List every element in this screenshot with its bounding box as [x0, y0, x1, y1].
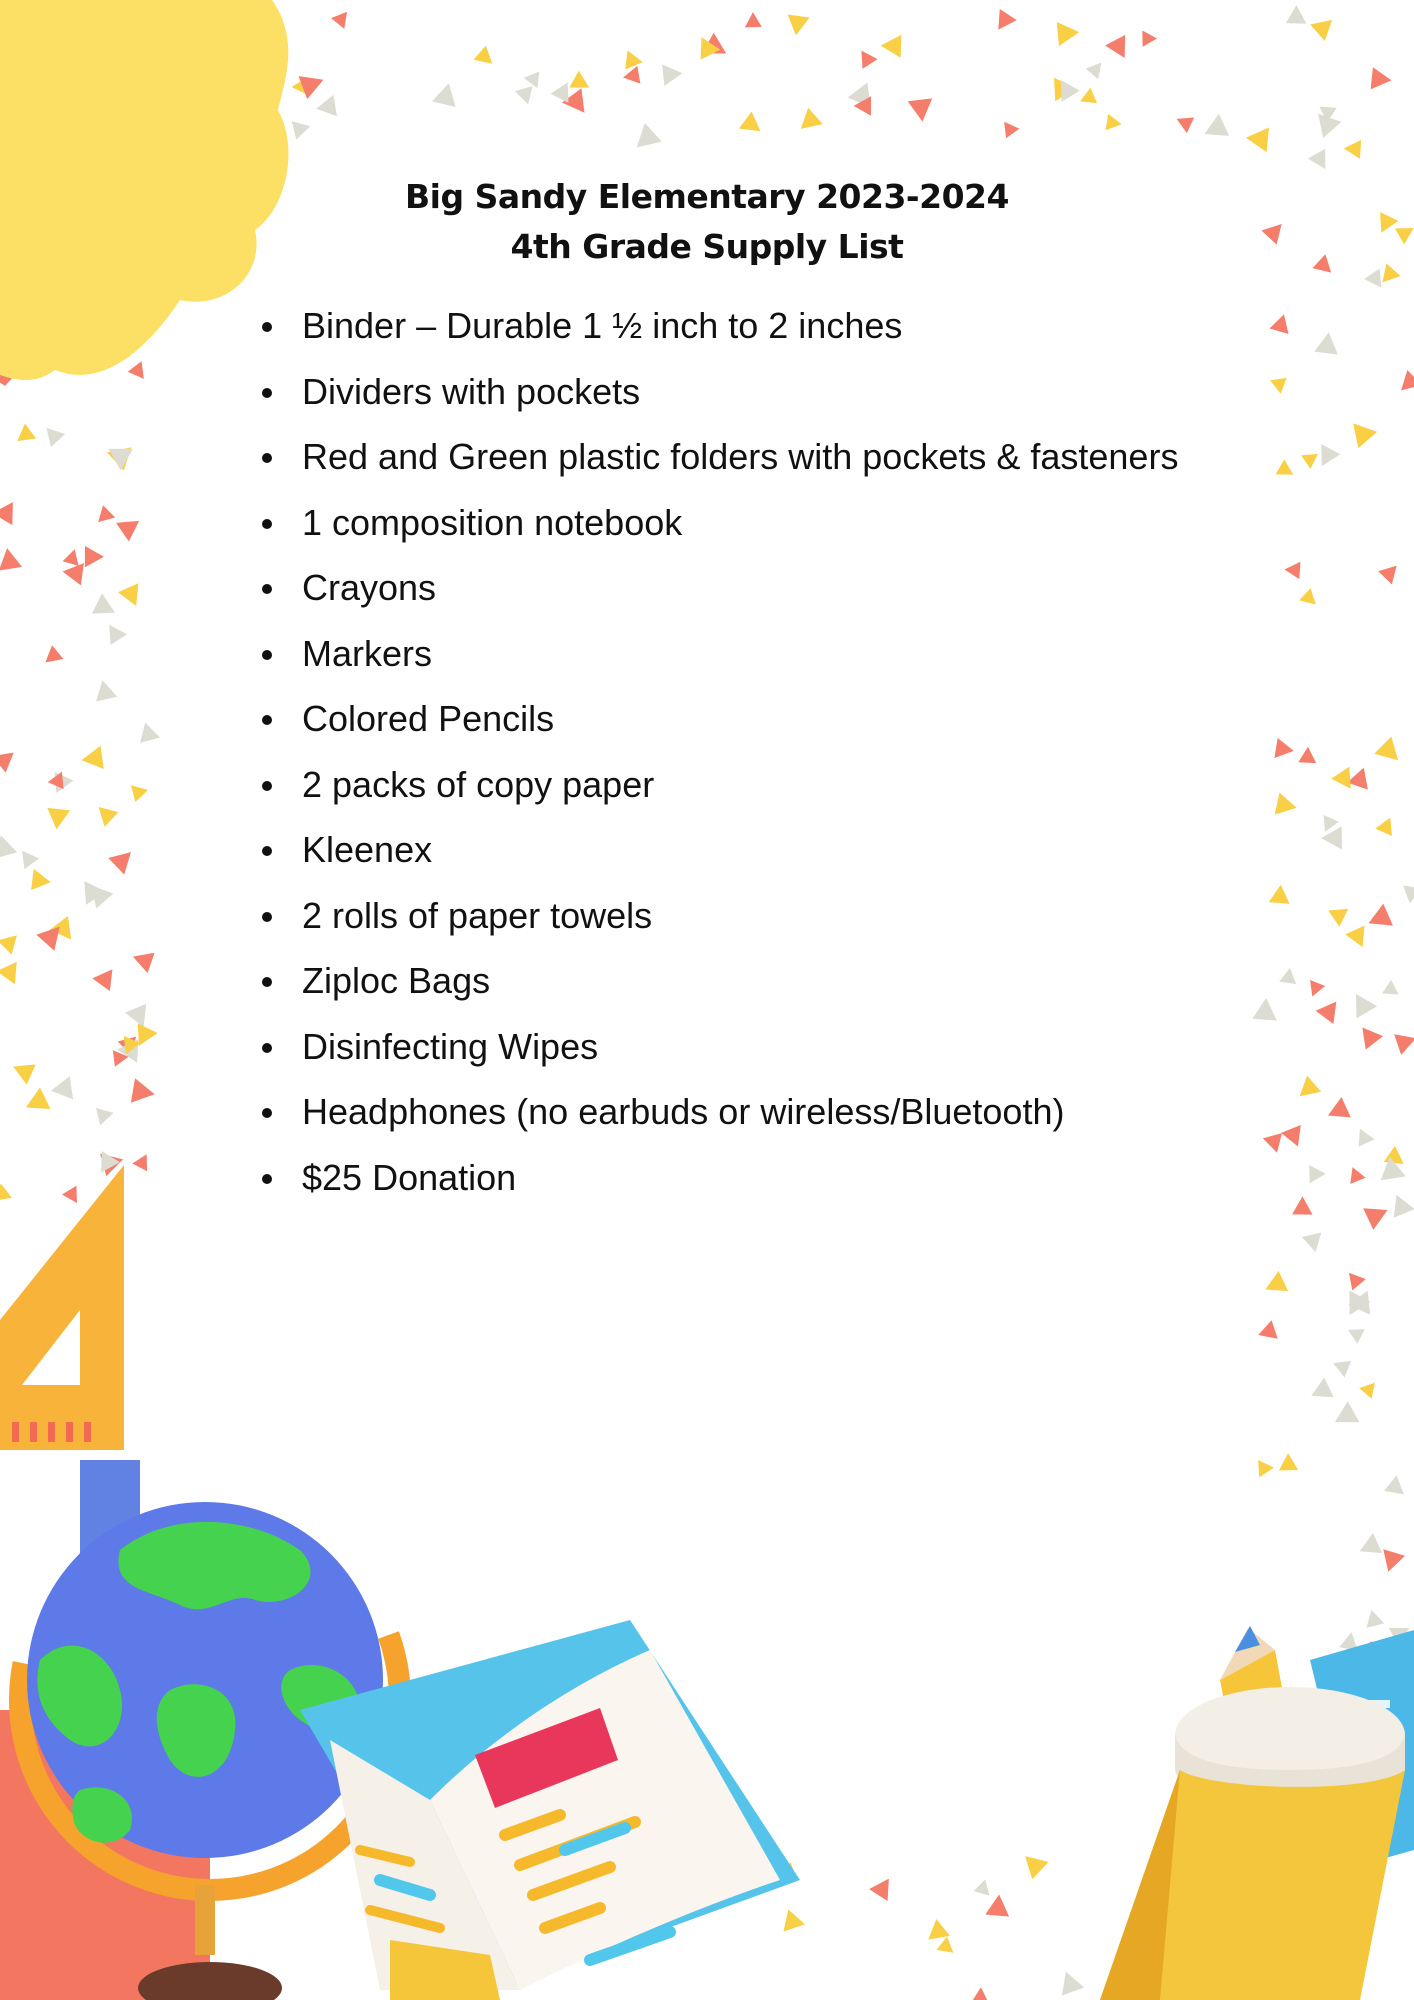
confetti-triangle	[1330, 1355, 1351, 1378]
bullet-icon	[262, 1043, 272, 1053]
confetti-triangle	[974, 1877, 993, 1895]
confetti-triangle	[869, 1873, 898, 1901]
supply-item-label: 2 rolls of paper towels	[302, 894, 653, 936]
confetti-triangle	[298, 68, 327, 99]
confetti-triangle	[854, 46, 878, 69]
confetti-triangle	[1345, 1164, 1366, 1184]
supply-item	[262, 558, 1178, 624]
confetti-triangle	[1323, 1097, 1350, 1126]
document-subtitle: 4th Grade Supply List	[510, 227, 904, 266]
supply-item	[262, 755, 1178, 821]
confetti-triangle	[1281, 1125, 1308, 1150]
confetti-triangle	[132, 1150, 154, 1171]
bullet-icon	[262, 715, 272, 725]
confetti-triangle	[92, 593, 120, 622]
confetti-triangle	[0, 744, 20, 772]
confetti-triangle	[1312, 444, 1340, 471]
confetti-triangle	[1346, 988, 1377, 1018]
confetti-triangle	[331, 6, 354, 28]
supply-item	[262, 951, 1178, 1017]
confetti-triangle	[1261, 1271, 1289, 1300]
confetti-triangle	[1344, 415, 1377, 448]
confetti-triangle	[0, 502, 13, 525]
confetti-triangle	[1308, 149, 1334, 174]
confetti-triangle	[628, 123, 661, 157]
confetti-triangle	[1252, 997, 1278, 1021]
confetti-triangle	[1352, 1125, 1375, 1147]
bullet-icon	[262, 781, 272, 791]
confetti-triangle	[1105, 35, 1135, 63]
confetti-triangle	[0, 546, 22, 570]
supply-item	[262, 493, 1178, 559]
confetti-triangle	[96, 1104, 116, 1125]
confetti-triangle	[1275, 793, 1299, 819]
supply-item	[262, 820, 1178, 886]
confetti-triangle	[1354, 1021, 1383, 1050]
bullet-icon	[262, 912, 272, 922]
confetti-triangle	[515, 86, 537, 107]
confetti-triangle	[1199, 114, 1229, 145]
confetti-triangle	[1255, 1320, 1278, 1344]
confetti-triangle	[745, 12, 762, 27]
confetti-triangle	[12, 424, 36, 449]
confetti-triangle	[49, 1076, 73, 1102]
confetti-triangle	[1292, 1196, 1313, 1214]
confetti-triangle	[108, 844, 139, 875]
confetti-triangle	[1274, 738, 1295, 761]
confetti-triangle	[0, 931, 17, 955]
bullet-icon	[262, 453, 272, 463]
supply-item-label: Kleenex	[302, 829, 433, 870]
confetti-triangle	[1310, 12, 1339, 41]
confetti-triangle	[1106, 114, 1123, 133]
confetti-triangle	[80, 746, 104, 772]
confetti-triangle	[1245, 125, 1269, 152]
confetti-triangle	[135, 720, 160, 743]
confetti-triangle	[1269, 884, 1291, 904]
supply-item-label: Dividers with pockets	[302, 370, 641, 412]
confetti-triangle	[1270, 378, 1289, 395]
confetti-triangle	[1279, 967, 1298, 985]
supply-item-label: $25 Donation	[302, 1156, 517, 1198]
bullet-icon	[262, 388, 272, 398]
supply-item	[262, 1082, 1178, 1148]
confetti-triangle	[1301, 447, 1322, 469]
supply-item	[262, 1017, 1178, 1083]
confetti-triangle	[1298, 746, 1317, 763]
confetti-triangle	[1347, 764, 1374, 789]
confetti-triangle	[785, 15, 810, 38]
confetti-triangle	[1375, 814, 1398, 836]
document-title: Big Sandy Elementary 2023-2024	[405, 177, 1009, 216]
bullet-icon	[262, 1108, 272, 1118]
confetti-triangle	[9, 1056, 36, 1084]
supply-list	[262, 296, 1178, 1213]
confetti-triangle	[39, 421, 65, 447]
confetti-triangle	[985, 1893, 1011, 1916]
supply-item	[262, 427, 1178, 493]
bullet-icon	[262, 584, 272, 594]
supply-item-label: Headphones (no earbuds or wireless/Bluetooth)	[302, 1091, 1065, 1132]
bullet-icon	[262, 650, 272, 660]
confetti-triangle	[1394, 1028, 1414, 1055]
confetti-triangle	[1386, 1191, 1414, 1218]
confetti-triangle	[990, 9, 1017, 35]
confetti-triangle	[908, 98, 935, 123]
confetti-triangle	[21, 1087, 51, 1118]
confetti-triangle	[739, 112, 767, 140]
bullet-icon	[262, 519, 272, 529]
supply-item-label: Ziploc Bags	[302, 960, 491, 1001]
confetti-triangle	[1284, 561, 1301, 579]
confetti-triangle	[1401, 886, 1414, 905]
supply-item-label: Binder – Durable 1 ½ inch to 2 inches	[302, 305, 903, 346]
confetti-triangle	[662, 62, 683, 86]
supply-item	[262, 624, 1178, 690]
supply-item	[262, 689, 1178, 755]
confetti-triangle	[1384, 1476, 1410, 1503]
supply-item	[262, 362, 1178, 428]
confetti-triangle	[1307, 1378, 1334, 1406]
confetti-triangle	[131, 781, 150, 802]
confetti-triangle	[108, 449, 133, 471]
confetti-triangle	[794, 108, 823, 137]
confetti-triangle	[1299, 588, 1321, 611]
confetti-triangle	[1309, 1165, 1326, 1184]
supply-item-label: Crayons	[302, 567, 437, 608]
supply-item	[262, 1148, 1178, 1214]
supply-item-label: 1 composition notebook	[302, 501, 683, 543]
confetti-triangle	[63, 547, 83, 566]
confetti-triangle	[101, 619, 127, 645]
supply-item-label: Markers	[302, 632, 433, 674]
confetti-triangle	[936, 1937, 958, 1959]
confetti-triangle	[15, 845, 39, 869]
confetti-triangle	[622, 66, 641, 86]
title-block	[0, 172, 1414, 272]
supply-item-label: Colored Pencils	[302, 698, 555, 739]
confetti-triangle	[92, 963, 121, 991]
supply-item-label: Red and Green plastic folders with pockets & fasteners	[302, 436, 1179, 477]
confetti-triangle	[1359, 1377, 1381, 1399]
confetti-triangle	[61, 560, 84, 585]
confetti-triangle	[1314, 331, 1340, 355]
bullet-icon	[262, 977, 272, 987]
confetti-triangle	[0, 836, 17, 867]
confetti-triangle	[24, 865, 51, 890]
confetti-triangle	[523, 70, 540, 88]
confetti-triangle	[1270, 312, 1294, 334]
confetti-triangle	[314, 95, 336, 119]
confetti-triangle	[1355, 1533, 1382, 1561]
confetti-triangle	[116, 511, 145, 541]
confetti-triangle	[1279, 1453, 1299, 1471]
confetti-triangle	[1077, 88, 1097, 109]
bullet-icon	[262, 1174, 272, 1184]
confetti-triangle	[998, 117, 1020, 138]
confetti-triangle	[1364, 904, 1393, 935]
triangle-ruler-icon	[0, 1160, 130, 1460]
confetti-triangle	[1394, 370, 1414, 398]
confetti-triangle	[85, 546, 104, 568]
confetti-triangle	[92, 505, 115, 528]
confetti-triangle	[1378, 559, 1403, 584]
confetti-triangle	[1342, 1267, 1366, 1290]
confetti-triangle	[474, 46, 499, 71]
confetti-triangle	[92, 800, 119, 827]
confetti-triangle	[0, 962, 25, 989]
supply-item	[262, 296, 1178, 362]
confetti-triangle	[1142, 30, 1157, 46]
confetti-triangle	[1293, 1076, 1321, 1105]
confetti-triangle	[1343, 139, 1361, 159]
confetti-triangle	[971, 1987, 990, 2000]
confetti-triangle	[1017, 1848, 1049, 1880]
confetti-triangle	[1371, 67, 1393, 91]
confetti-triangle	[619, 47, 643, 70]
confetti-triangle	[1086, 57, 1108, 79]
confetti-triangle	[1363, 1199, 1392, 1230]
confetti-triangle	[1305, 980, 1326, 1000]
confetti-triangle	[1382, 980, 1403, 1002]
confetti-triangle	[1328, 901, 1354, 927]
open-book-icon	[270, 1610, 810, 2000]
bullet-icon	[262, 322, 272, 332]
confetti-triangle	[880, 34, 901, 58]
confetti-triangle	[1057, 20, 1081, 46]
confetti-triangle	[118, 583, 147, 610]
confetti-triangle	[1374, 736, 1407, 769]
confetti-triangle	[1173, 111, 1194, 133]
pencil-cup-icon	[1060, 1620, 1414, 2000]
confetti-triangle	[1302, 1233, 1325, 1255]
confetti-triangle	[1316, 995, 1346, 1024]
confetti-triangle	[1258, 1459, 1274, 1477]
confetti-triangle	[40, 645, 64, 669]
confetti-triangle	[1321, 826, 1342, 849]
confetti-triangle	[1344, 1323, 1364, 1344]
supply-item	[262, 886, 1178, 952]
confetti-triangle	[129, 946, 154, 973]
supply-item-label: 2 packs of copy paper	[302, 763, 655, 805]
confetti-triangle	[1345, 926, 1372, 952]
confetti-triangle	[131, 1078, 157, 1106]
confetti-triangle	[92, 678, 117, 702]
bullet-icon	[262, 846, 272, 856]
confetti-triangle	[432, 80, 461, 107]
confetti-triangle	[1286, 5, 1307, 24]
confetti-triangle	[1263, 1133, 1287, 1155]
confetti-triangle	[1329, 1401, 1359, 1432]
supply-item-label: Disinfecting Wipes	[302, 1025, 599, 1067]
confetti-triangle	[1276, 459, 1298, 482]
confetti-triangle	[45, 808, 70, 831]
